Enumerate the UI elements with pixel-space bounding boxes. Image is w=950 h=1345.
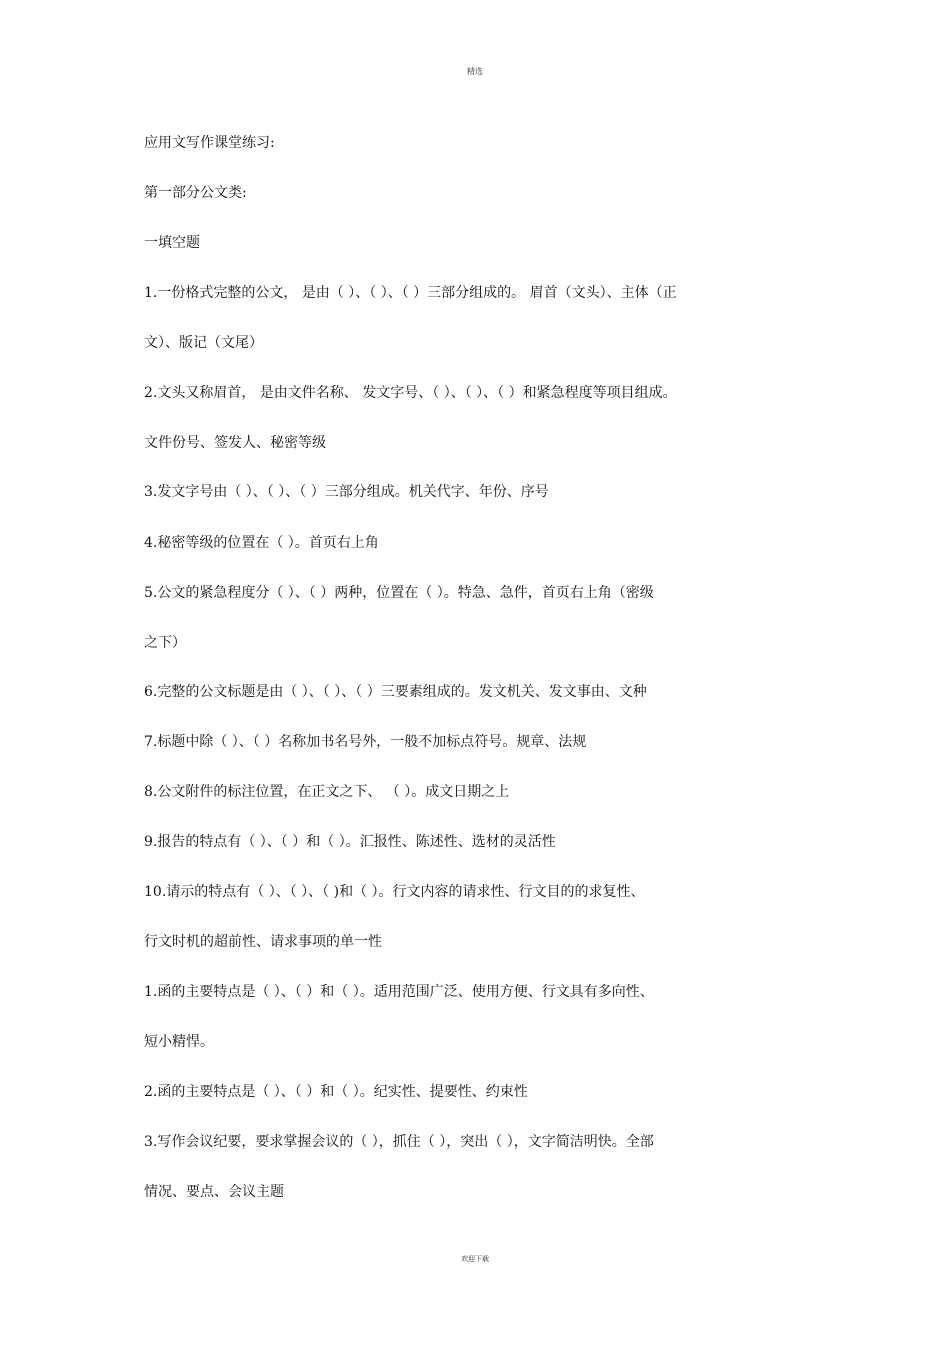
question-2-line-2: 文件份号、签发人、秘密等级 — [144, 435, 326, 451]
question-4: 4.秘密等级的位置在（ ）。首页右上角 — [144, 535, 379, 551]
question-10-line-1: 10.请示的特点有（ ）、（ ）、（ )和（ ）。行文内容的请求性、行文目的的求复性、 — [144, 884, 645, 900]
question-6: 6.完整的公文标题是由（ ）、（ ）、（ ）三要素组成的。发文机关、发文事由、文种 — [144, 684, 647, 700]
subsection-heading: 一填空题 — [144, 235, 200, 251]
section-heading: 第一部分公文类: — [144, 185, 247, 201]
question-12: 2.函的主要特点是（ ）、（ ）和（ ）。纪实性、提要性、约束性 — [144, 1084, 528, 1100]
question-8: 8.公文附件的标注位置，在正文之下、 （ ）。成文日期之上 — [144, 784, 510, 800]
question-13-line-1: 3.写作会议纪要，要求掌握会议的（ ），抓住（ ），突出（ ），文字简洁明快。全部 — [144, 1134, 654, 1150]
page-footer-mark: 欢迎下载 — [461, 1255, 489, 1263]
question-13-line-2: 情况、要点、会议主题 — [144, 1184, 284, 1200]
question-5-line-2: 之下） — [144, 635, 186, 651]
question-11-line-1: 1.函的主要特点是（ ）、（ ）和（ ）。适用范围广泛、使用方便、行文具有多向性、 — [144, 984, 654, 1000]
question-1-line-1: 1.一份格式完整的公文， 是由（ ）、（ ）、（ ）三部分组成的。 眉首（文头）、主体（正 — [144, 285, 677, 301]
page-header-mark: 精选 — [467, 67, 483, 76]
question-7: 7.标题中除（ ）、（ ）名称加书名号外，一般不加标点符号。规章、法规 — [144, 734, 587, 750]
question-11-line-2: 短小精悍。 — [144, 1034, 214, 1050]
doc-title: 应用文写作课堂练习: — [144, 135, 275, 151]
question-10-line-2: 行文时机的超前性、请求事项的单一性 — [144, 934, 382, 950]
question-1-line-2: 文）、版记（文尾） — [144, 335, 263, 351]
question-9: 9.报告的特点有（ ）、（ ）和（ ）。汇报性、陈述性、选材的灵活性 — [144, 834, 556, 850]
question-3: 3.发文字号由（ ）、（ ）、（ ）三部分组成。机关代字、年份、序号 — [144, 484, 549, 500]
question-5-line-1: 5.公文的紧急程度分（ ）、（ ）两种，位置在（ ）。特急、急件，首页右上角（密级 — [144, 585, 654, 601]
question-2-line-1: 2.文头又称眉首， 是由文件名称、 发文字号、（ ）、（ ）、（ ）和紧急程度等项目组成。 — [144, 385, 677, 401]
